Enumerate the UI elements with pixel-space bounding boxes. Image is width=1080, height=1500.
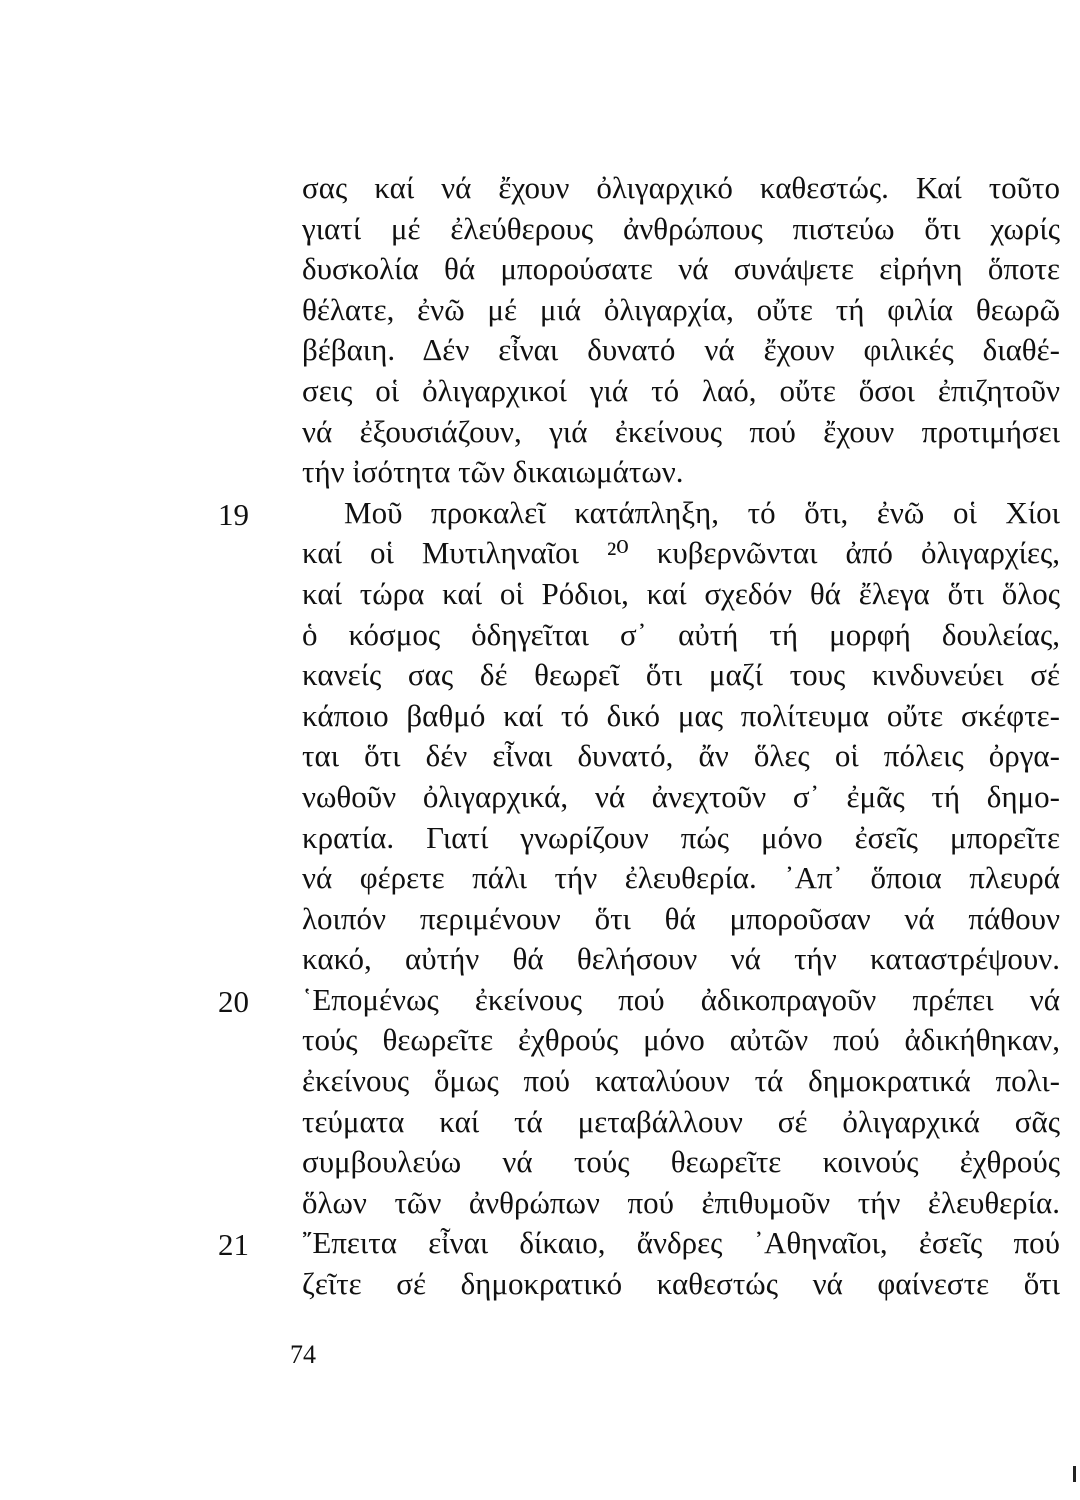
text-line: τήν ἰσότητα τῶν δικαιωμάτων.	[302, 454, 684, 490]
text-line: σας καί νά ἔχουν ὀλιγαρχικό καθεστώς. Καί τοῦτο	[302, 170, 1060, 205]
text-line: σεις οἱ ὀλιγαρχικοί γιά τό λαό, οὔτε ὅσοι ἐπιζητοῦν	[302, 372, 1060, 408]
body-text	[302, 168, 1060, 1305]
text-line: ῎Επειτα εἶναι δίκαιο, ἄνδρες ᾽Αθηναῖοι, ἐσεῖς πού	[302, 1225, 1060, 1261]
text-line: Μοῦ προκαλεῖ κατάπληξη, τό ὅτι, ἐνῶ οἱ Χίοι	[344, 494, 1060, 530]
text-line: κανείς σας δέ θεωρεῖ ὅτι μαζί τους κινδυνεύει σέ	[302, 657, 1060, 693]
section-number-20: 20	[218, 984, 249, 1019]
text-line: κακό, αὐτήν θά θελήσουν νά τήν καταστρέψουν.	[302, 941, 1060, 977]
text-line: νωθοῦν ὀλιγαρχικά, νά ἀνεχτοῦν σ᾽ ἐμᾶς τή δημο-	[302, 778, 1060, 814]
text-line: ται ὅτι δέν εἶναι δυνατό, ἄν ὅλες οἱ πόλεις ὀργα-	[302, 738, 1060, 774]
section-number-19: 19	[218, 497, 249, 532]
text-line: τεύματα καί τά μεταβάλλουν σέ ὀλιγαρχικά σᾶς	[302, 1103, 1060, 1139]
text-line: γιατί μέ ἐλεύθερους ἀνθρώπους πιστεύω ὅτι χωρίς	[302, 210, 1060, 246]
text-line: καί οἱ Μυτιληναῖοι ²⁰ κυβερνῶνται ἀπό ὀλιγαρχίες,	[302, 535, 1060, 571]
text-line: κάποιο βαθμό καί τό δικό μας πολίτευμα οὔτε σκέφτε-	[302, 697, 1060, 733]
text-line: νά φέρετε πάλι τήν ἐλευθερία. ᾽Απ᾽ ὅποια πλευρά	[302, 860, 1060, 896]
text-line: ζεῖτε σέ δημοκρατικό καθεστώς νά φαίνεστε ὅτι	[302, 1266, 1060, 1302]
text-line: ἐκείνους ὅμως πού καταλύουν τά δημοκρατικά πολι-	[302, 1063, 1060, 1099]
text-line: θέλατε, ἐνῶ μέ μιά ὀλιγαρχία, οὔτε τή φιλία θεωρῶ	[302, 291, 1060, 327]
scan-artifact	[1073, 1466, 1076, 1482]
text-line: δυσκολία θά μπορούσατε νά συνάψετε εἰρήνη ὅποτε	[302, 251, 1060, 287]
text-line: ὁ κόσμος ὁδηγεῖται σ᾽ αὐτή τή μορφή δουλείας,	[302, 616, 1060, 652]
page-number: 74	[290, 1340, 316, 1369]
text-line: ῾Επομένως ἐκείνους πού ἀδικοπραγοῦν πρέπει νά	[302, 981, 1060, 1017]
text-line: κρατία. Γιατί γνωρίζουν πώς μόνο ἐσεῖς μπορεῖτε	[302, 819, 1060, 855]
text-line: βέβαιη. Δέν εἶναι δυνατό νά ἔχουν φιλικές διαθέ-	[302, 332, 1060, 368]
section-number-21: 21	[218, 1227, 249, 1262]
text-line: λοιπόν περιμένουν ὅτι θά μποροῦσαν νά πάθουν	[302, 900, 1060, 936]
text-line: νά ἐξουσιάζουν, γιά ἐκείνους πού ἔχουν προτιμήσει	[302, 413, 1060, 449]
text-line: συμβουλεύω νά τούς θεωρεῖτε κοινούς ἐχθρούς	[302, 1144, 1060, 1180]
text-line: ὅλων τῶν ἀνθρώπων πού ἐπιθυμοῦν τήν ἐλευθερία.	[302, 1184, 1060, 1220]
text-line: καί τώρα καί οἱ Ρόδιοι, καί σχεδόν θά ἔλεγα ὅτι ὅλος	[302, 575, 1060, 611]
text-line: τούς θεωρεῖτε ἐχθρούς μόνο αὐτῶν πού ἀδικήθηκαν,	[302, 1022, 1060, 1058]
